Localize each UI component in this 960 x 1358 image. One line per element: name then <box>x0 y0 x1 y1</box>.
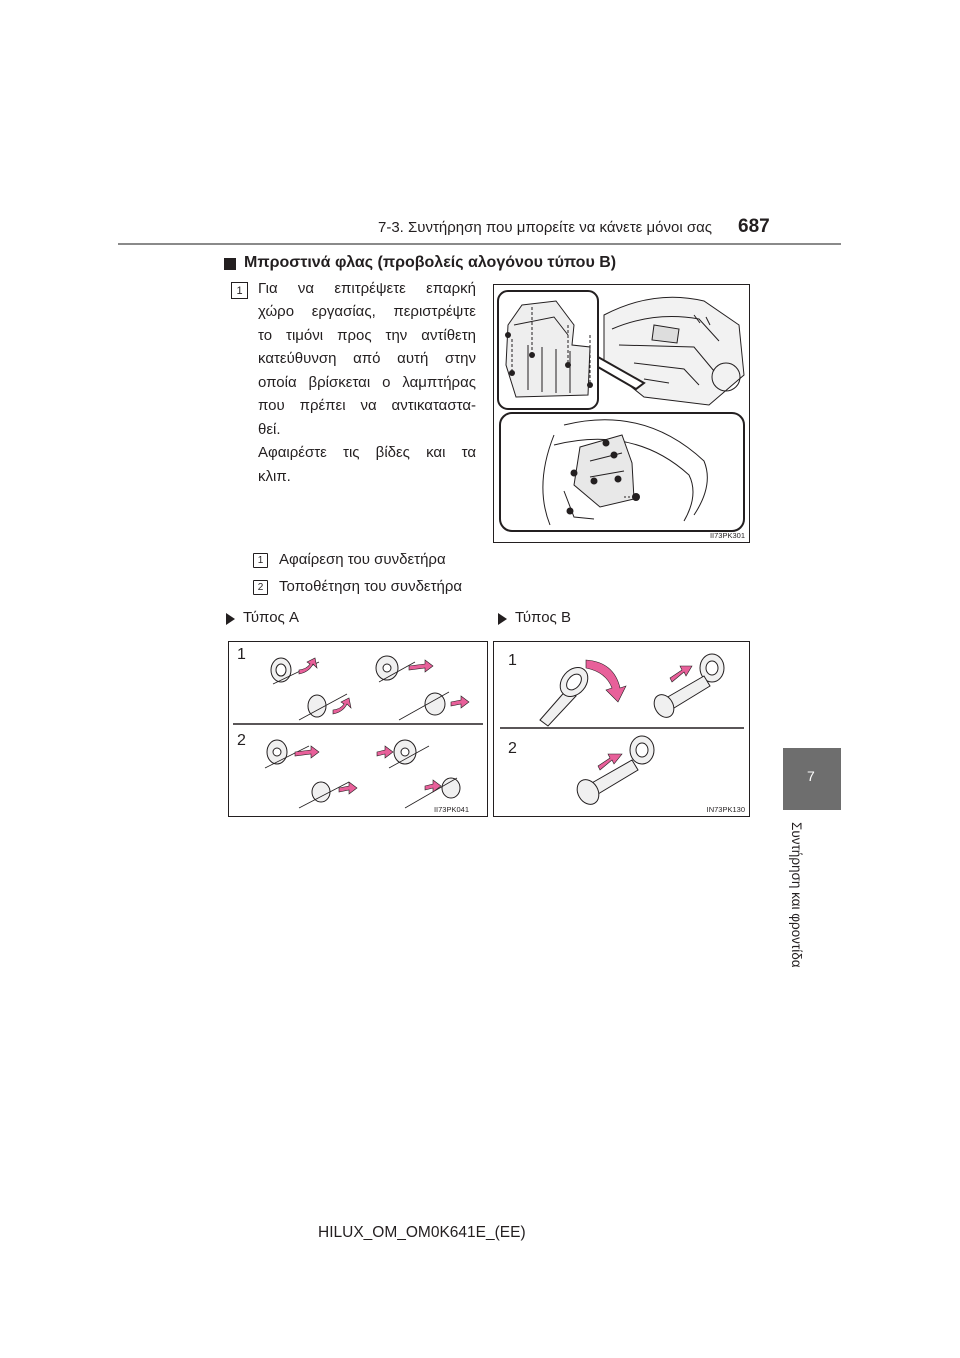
clip-step-label: Τοποθέτηση του συνδετήρα <box>279 578 463 595</box>
chapter-number: 7 <box>807 768 815 784</box>
page-number: 687 <box>738 216 770 237</box>
clip-step-number-box: 1 <box>253 553 268 568</box>
step-instruction-line: Για να επιτρέψετε επαρκή <box>258 280 476 297</box>
step-instruction-line: κατεύθυνση από αυτή στην <box>258 350 476 367</box>
figure-code: II73PK301 <box>709 531 745 540</box>
step-instruction-line: θεί. <box>258 421 281 438</box>
header-rule <box>118 243 841 245</box>
figure-code: IN73PK130 <box>706 805 745 814</box>
section-title: Μπροστινά φλας (προβολείς αλογόνου τύπου B) <box>244 254 617 271</box>
section-square-icon <box>224 258 236 270</box>
diagram-marker-1: 1 <box>508 652 517 669</box>
diagram-marker-1: 1 <box>237 646 246 663</box>
figure-code: II73PK041 <box>433 805 469 814</box>
footer-model-code: HILUX_OM_OM0K641E_(EE) <box>318 1224 526 1241</box>
clip-step-number-box: 2 <box>253 580 268 595</box>
type-a-clip-figure <box>228 641 488 817</box>
type-a-label: Τύπος A <box>243 609 299 626</box>
headlight-removal-illustration <box>494 285 749 542</box>
headlight-removal-figure <box>493 284 750 543</box>
step-instruction-line: που πρέπει να αντικαταστα- <box>258 397 476 414</box>
step-number-box: 1 <box>231 282 248 299</box>
chapter-label <box>778 822 808 982</box>
diagram-marker-2: 2 <box>508 740 517 757</box>
step-instruction-line: οποία βρίσκεται ο λαμπτήρας <box>258 374 476 391</box>
type-b-label: Τύπος B <box>515 609 571 626</box>
section-header-title: 7-3. Συντήρηση που μπορείτε να κάνετε μόνοι σας <box>378 219 712 236</box>
step-instruction-line: το τιμόνι προς την αντίθετη <box>258 327 476 344</box>
type-b-clip-figure <box>493 641 750 817</box>
type-b-clip-illustration <box>494 642 749 816</box>
step-remove-line: Αφαιρέστε τις βίδες και τα <box>258 444 476 461</box>
type-a-clip-illustration <box>229 642 487 816</box>
diagram-marker-2: 2 <box>237 732 246 749</box>
chapter-label-text: Συντήρηση και φροντίδα <box>789 822 804 968</box>
step-instruction-line: χώρο εργασίας, περιστρέψτε <box>258 303 476 320</box>
clip-step-label: Αφαίρεση του συνδετήρα <box>279 551 446 568</box>
step-remove-line: κλιπ. <box>258 468 291 485</box>
triangle-bullet-icon <box>498 613 507 625</box>
triangle-bullet-icon <box>226 613 235 625</box>
